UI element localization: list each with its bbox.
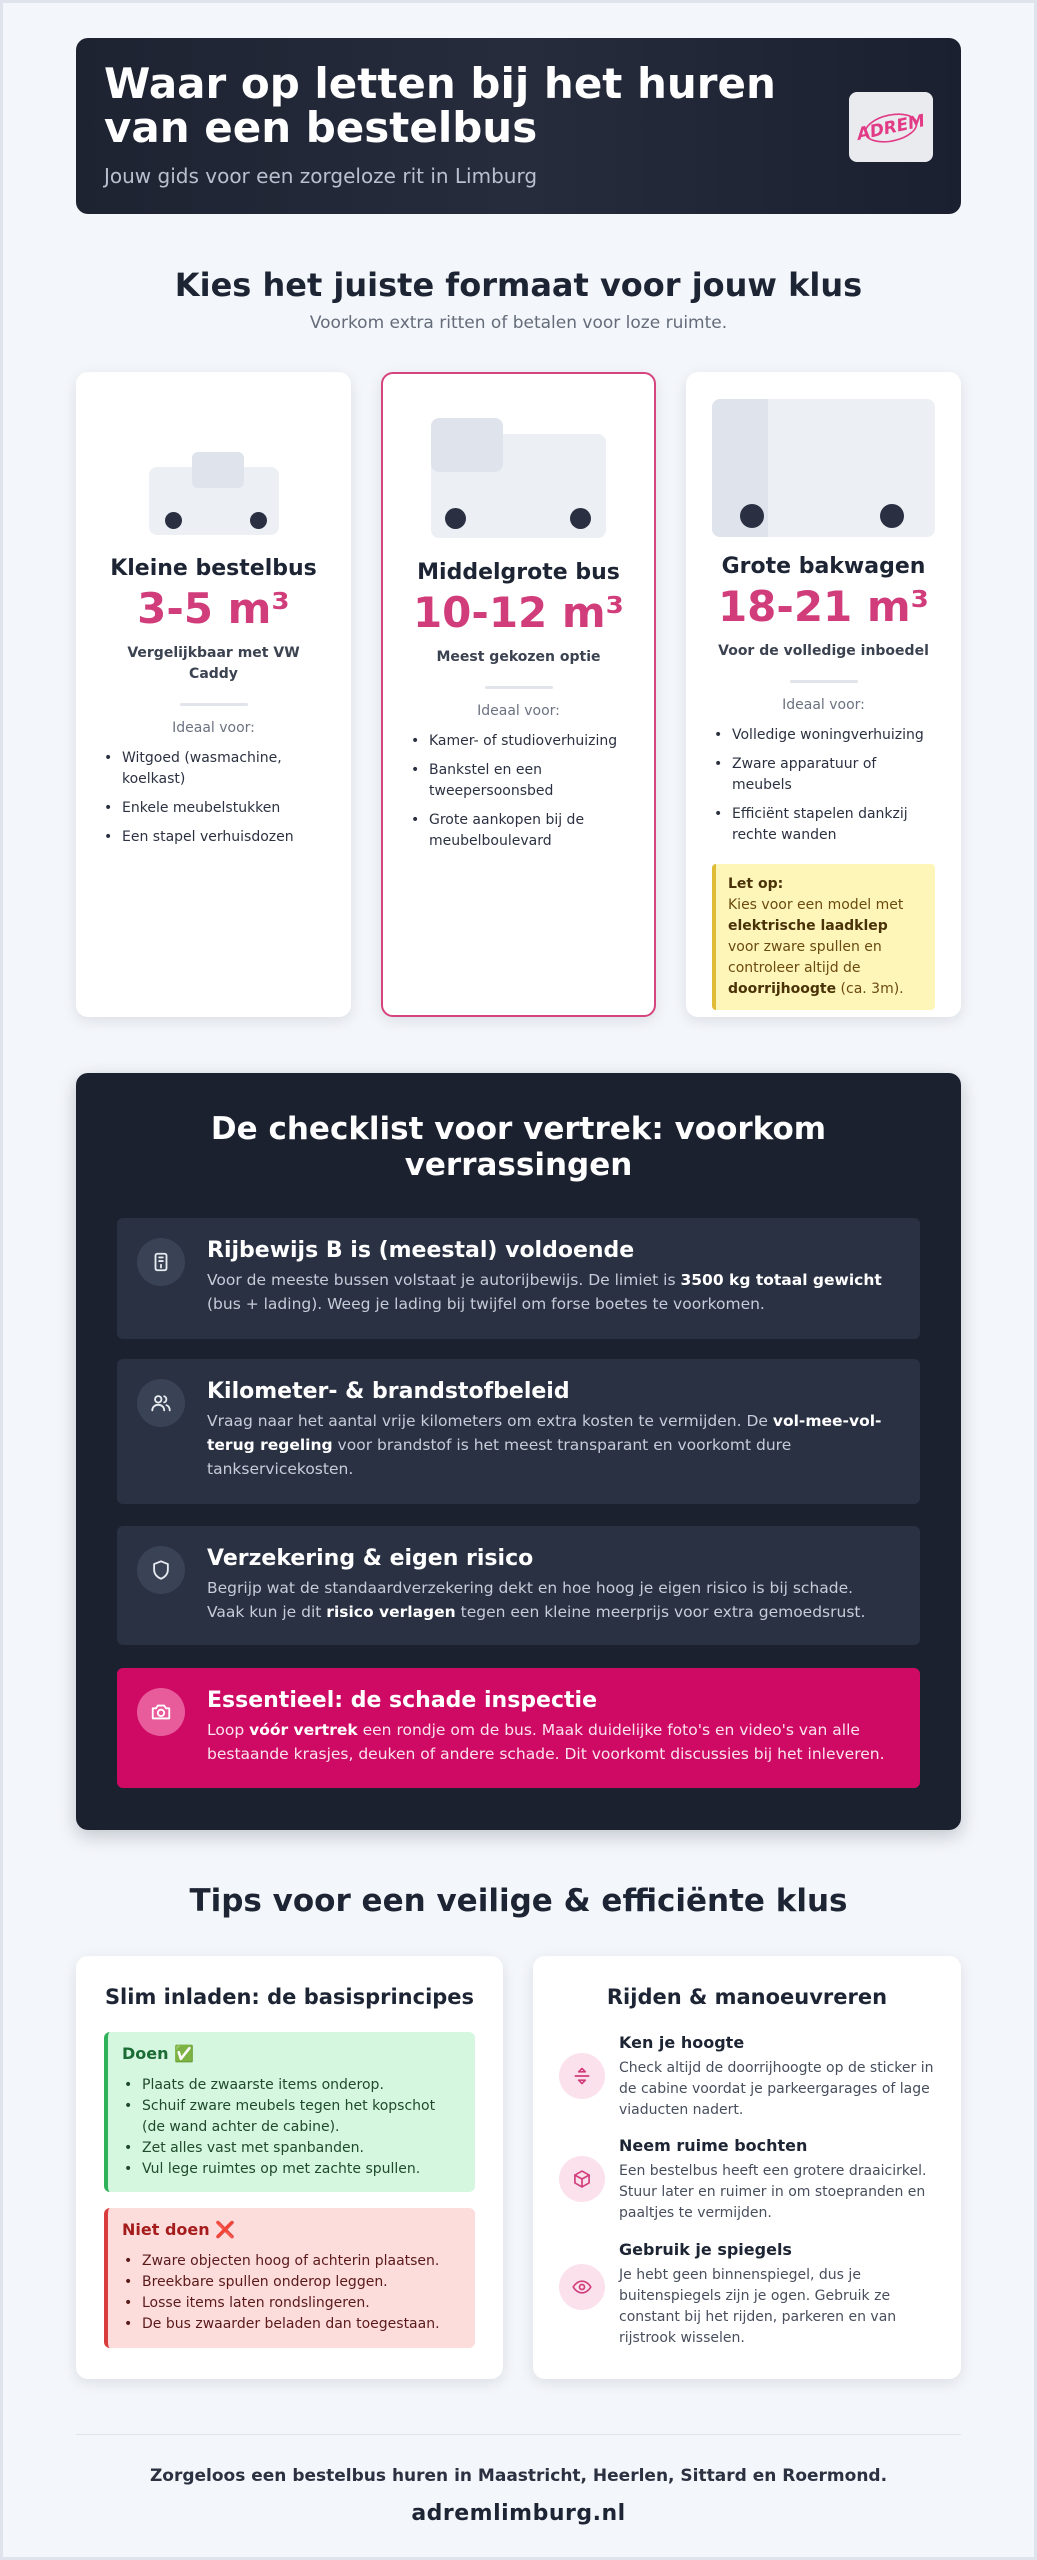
list-item: • Losse items laten rondslingeren.: [122, 2293, 461, 2314]
divider: [790, 680, 858, 683]
sizes-title: Kies het juiste formaat voor jouw klus: [174, 266, 863, 304]
warning-label: Let op:: [728, 876, 784, 892]
checklist-item-text: Vraag naar het aantal vrije kilometers om extra kosten te vermijden. De vol-mee-vol-terug regeling voor brandstof is het meest transparant en voorkomt dure tankservicekosten.: [207, 1412, 882, 1478]
sizes-subtitle: Voorkom extra ritten of betalen voor loze ruimte.: [309, 313, 728, 333]
loading-tips-title: Slim inladen: de basisprincipes: [104, 1985, 475, 2009]
card-note: Voor de volledige inboedel: [718, 643, 929, 659]
ideal-label: Ideaal voor:: [782, 697, 865, 713]
brand-logo: [849, 92, 933, 162]
checklist-item-title: Kilometer- & brandstofbeleid: [207, 1379, 570, 1404]
driving-tips-title: Rijden & manoeuvreren: [606, 1985, 888, 2009]
list-item: • Witgoed (wasmachine, koelkast): [102, 748, 325, 790]
shield-icon: [137, 1546, 185, 1594]
checklist-item-title: Essentieel: de schade inspectie: [207, 1688, 597, 1713]
card-volume: 3-5 m³: [137, 584, 290, 633]
footer-tagline: Zorgeloos een bestelbus huren in Maastricht, Heerlen, Sittard en Roermond.: [149, 2466, 888, 2486]
height-icon: [559, 2053, 605, 2099]
page-title: Waar op letten bij het huren van een bestelbus: [104, 59, 776, 152]
eye-icon: [559, 2264, 605, 2310]
list-item: • Zware apparatuur of meubels: [712, 754, 935, 796]
cube-icon: [559, 2156, 605, 2202]
dont-label: Niet doen ❌: [122, 2220, 236, 2239]
checklist-title: De checklist voor vertrek: voorkom verrassingen: [210, 1111, 827, 1183]
list-item: • Plaats de zwaarste items onderop.: [122, 2075, 461, 2096]
vehicle-small-illustration: [102, 372, 325, 562]
list-item: • Een stapel verhuisdozen: [102, 827, 325, 848]
list-item: • Enkele meubelstukken: [102, 798, 325, 819]
list-item: • Efficiënt stapelen dankzij rechte wanden: [712, 804, 935, 846]
list-item: • Grote aankopen bij de meubelboulevard: [409, 810, 628, 852]
footer-divider: [76, 2434, 961, 2435]
warning-text: (ca. 3m).: [836, 981, 904, 997]
warning-text: Kies voor een model met: [728, 897, 904, 913]
hero-banner: [76, 38, 961, 214]
card-volume: 10-12 m³: [412, 588, 625, 637]
driving-tip-title: Ken je hoogte: [619, 2033, 745, 2052]
driving-tip-turns: [559, 2136, 939, 2224]
size-card-large: [686, 372, 961, 1017]
checklist-item-license: [117, 1218, 920, 1339]
license-icon: [137, 1238, 185, 1286]
card-volume: 18-21 m³: [717, 582, 930, 631]
list-item: • Vul lege ruimtes op met zachte spullen.: [122, 2159, 461, 2180]
warning-bold: doorrijhoogte: [728, 981, 837, 997]
loading-tips-card: [76, 1956, 503, 2379]
do-box: [104, 2032, 475, 2192]
size-card-medium: [381, 372, 656, 1017]
adrem-logo-icon: [855, 102, 927, 152]
driving-tip-text: Een bestelbus heeft een grotere draaicirkel. Stuur later en ruimer in om stoepranden en paaltjes te vermijden.: [619, 2163, 927, 2221]
driving-tip-mirrors: [559, 2240, 939, 2349]
warning-text: voor zware spullen en controleer altijd de: [728, 939, 882, 976]
do-list: [122, 2075, 461, 2180]
driving-tip-text: Je hebt geen binnenspiegel, dus je buitenspiegels zijn je ogen. Gebruik ze constant bij het rijden, parkeren en van rijstrook wisselen.: [619, 2267, 897, 2346]
checklist-item-insurance: [117, 1526, 920, 1645]
tips-title: Tips voor een veilige & efficiënte klus: [189, 1883, 848, 1919]
warning-bold: elektrische laadklep: [728, 918, 888, 934]
checklist-item-mileage: [117, 1359, 920, 1504]
vehicle-large-illustration: [712, 372, 935, 562]
list-item: • Zware objecten hoog of achterin plaatsen.: [122, 2251, 461, 2272]
driving-tips-card: [533, 1956, 961, 2379]
card-title: Middelgrote bus: [417, 560, 620, 585]
do-label: Doen ✅: [122, 2044, 195, 2063]
driving-tip-height: [559, 2033, 939, 2121]
card-note: Meest gekozen optie: [436, 649, 601, 665]
checklist-item-title: Verzekering & eigen risico: [207, 1546, 534, 1571]
page-subtitle: Jouw gids voor een zorgeloze rit in Limburg: [104, 164, 538, 188]
card-title: Kleine bestelbus: [110, 556, 317, 581]
list-item: • Bankstel en een tweepersoonsbed: [409, 760, 628, 802]
camera-icon: [137, 1688, 185, 1736]
divider: [485, 686, 553, 689]
list-item: • Volledige woningverhuizing: [712, 725, 935, 746]
checklist-section: [76, 1073, 961, 1830]
checklist-item-text: Begrijp wat de standaardverzekering dekt en hoe hoog je eigen risico is bij schade. Vaak kun je dit risico verlagen tegen een kleine meerprijs voor extra gemoedsrust.: [207, 1579, 866, 1621]
size-card-small: [76, 372, 351, 1017]
checklist-item-text: Voor de meeste bussen volstaat je autorijbewijs. De limiet is 3500 kg totaal gewicht (bus + lading). Weeg je lading bij twijfel om forse boetes te voorkomen.: [207, 1271, 882, 1313]
driving-tip-title: Neem ruime bochten: [619, 2136, 808, 2155]
ideal-label: Ideaal voor:: [172, 720, 255, 736]
list-item: • Schuif zware meubels tegen het kopschot (de wand achter de cabine).: [122, 2096, 461, 2138]
dont-box: [104, 2208, 475, 2348]
checklist-item-inspection: [117, 1668, 920, 1788]
ideal-label: Ideaal voor:: [477, 703, 560, 719]
ideal-list: [102, 748, 325, 848]
list-item: • Zet alles vast met spanbanden.: [122, 2138, 461, 2159]
logo-lettering: ADREM: [855, 111, 927, 145]
checklist-item-title: Rijbewijs B is (meestal) voldoende: [207, 1238, 635, 1263]
card-note: Vergelijkbaar met VW Caddy: [127, 645, 300, 682]
list-item: • Breekbare spullen onderop leggen.: [122, 2272, 461, 2293]
dont-list: [122, 2251, 461, 2335]
checklist-item-text: Loop vóór vertrek een rondje om de bus. Maak duidelijke foto's en video's van alle bestaande krasjes, deuken of andere schade. Dit voorkomt discussies bij het inleveren.: [207, 1721, 885, 1763]
divider: [180, 703, 248, 706]
footer-site-link[interactable]: adremlimburg.nl: [411, 2501, 626, 2526]
ideal-list: [409, 731, 628, 852]
list-item: • Kamer- of studioverhuizing: [409, 731, 628, 752]
driving-tip-text: Check altijd de doorrijhoogte op de sticker in de cabine voordat je parkeergarages of lage viaducten nadert.: [619, 2060, 934, 2118]
warning-note: [712, 864, 935, 1010]
users-icon: [137, 1379, 185, 1427]
list-item: • De bus zwaarder beladen dan toegestaan.: [122, 2314, 461, 2335]
driving-tip-title: Gebruik je spiegels: [619, 2240, 792, 2259]
ideal-list: [712, 725, 935, 846]
card-title: Grote bakwagen: [721, 554, 926, 579]
vehicle-medium-illustration: [409, 374, 628, 564]
